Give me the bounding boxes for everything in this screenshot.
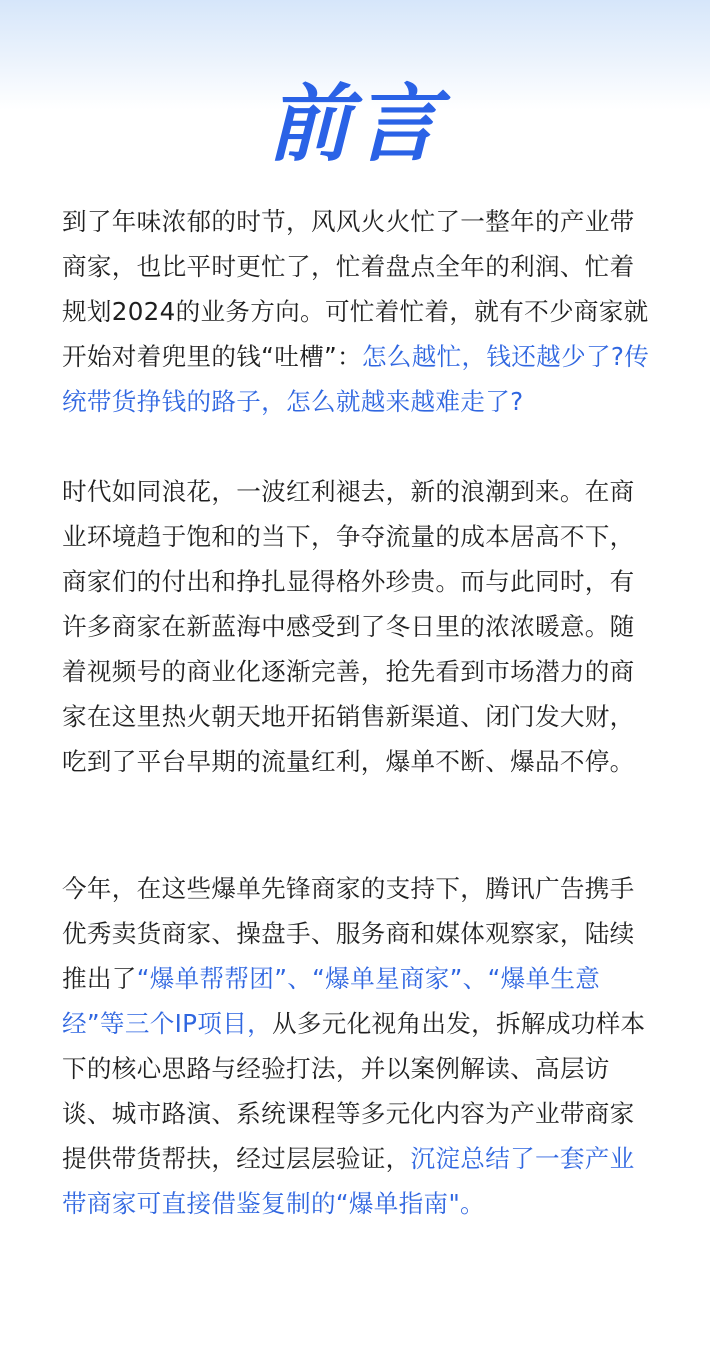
guide-highlight: 沉淀总结了一套产业带商家可直接借鉴复制的“爆单指南"。	[62, 1144, 635, 1218]
paragraph-2-text: 时代如同浪花，一波红利褪去，新的浪潮到来。在商业环境趋于饱和的当下，争夺流量的成本居高不下，商家们的付出和挣扎显得格外珍贵。而与此同时，有许多商家在新蓝海中感受到了冬日里的浓浓暖意。随着视频号的商业化逐渐完善，抢先看到市场潜力的商家在这里热火朝天地开拓销售新渠道、闭门发大财，吃到了平台早期的流量红利，爆单不断、爆品不停。	[62, 477, 635, 776]
ip-projects-highlight: “爆单帮帮团”、“爆单星商家”、“爆单生意经”等三个IP项目，	[62, 964, 601, 1038]
paragraph-3	[62, 866, 652, 1226]
page-title: 前言	[266, 75, 443, 173]
paragraph-1	[62, 199, 652, 424]
paragraph-3-text-b: 从多元化视角出发，拆解成功样本下的核心思路与经验打法，并以案例解读、高层访谈、城市路演、系统课程等多元化内容为产业带商家提供带货帮扶，经过层层验证，	[62, 1009, 646, 1173]
paragraph-2	[62, 469, 652, 784]
paragraph-3-text-a: 今年，在这些爆单先锋商家的支持下，腾讯广告携手优秀卖货商家、操盘手、服务商和媒体观察家，陆续推出了	[62, 874, 635, 993]
paragraph-1-text: 到了年味浓郁的时节，风风火火忙了一整年的产业带商家，也比平时更忙了，忙着盘点全年的利润、忙着规划2024的业务方向。可忙着忙着，就有不少商家就开始对着兜里的钱“吐槽”：	[62, 207, 649, 371]
paragraph-1-highlight: 怎么越忙，钱还越少了?传统带货挣钱的路子，怎么就越来越难走了?	[62, 342, 650, 416]
